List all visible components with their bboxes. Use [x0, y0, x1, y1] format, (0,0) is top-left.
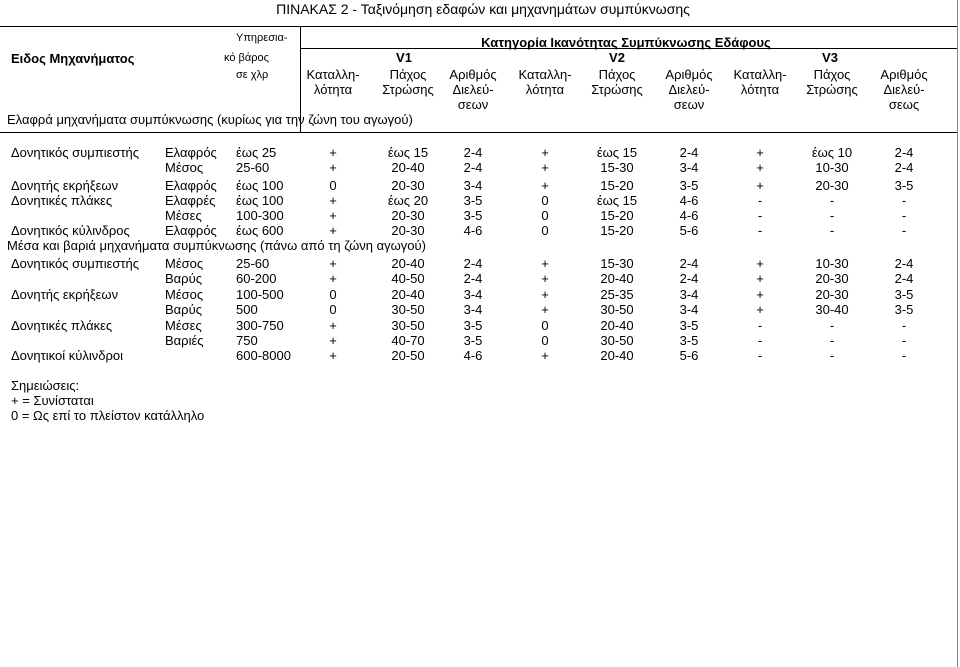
value-cell: 2-4	[463, 256, 483, 271]
subheader-label: Στρώσης	[382, 82, 434, 97]
value-cell: 20-30	[815, 287, 849, 302]
weight-cell: 25-60	[236, 160, 270, 175]
header-weight-2: κό βάρος	[224, 52, 269, 64]
value-cell: 40-70	[391, 333, 425, 348]
value-cell: 0	[329, 302, 337, 317]
machine-name-cell: Δονητικός κύλινδρος	[11, 223, 130, 238]
value-cell: +	[329, 318, 337, 333]
subheader-label: Διελεύ-	[452, 82, 494, 97]
value-cell: -	[901, 348, 907, 363]
value-cell: 30-40	[815, 302, 849, 317]
value-cell: 10-30	[815, 256, 849, 271]
header-group-v3: V3	[822, 50, 838, 65]
value-cell: 20-40	[391, 160, 425, 175]
value-cell: 20-40	[391, 287, 425, 302]
header-category: Κατηγορία Ικανότητας Συμπύκνωσης Εδάφους	[481, 35, 771, 50]
weight-cell: έως 100	[236, 193, 284, 208]
section-light-machines: Ελαφρά μηχανήματα συμπύκνωσης (κυρίως για την ζώνη του αγωγού)	[7, 112, 413, 127]
value-cell: 0	[329, 287, 337, 302]
value-cell: 20-50	[391, 348, 425, 363]
machine-class-cell: Μέσος	[165, 256, 204, 271]
machine-name-cell: Δονητικός συμπιεστής	[11, 145, 140, 160]
right-edge	[957, 0, 958, 667]
subheader-label: Αριθμός	[665, 67, 713, 82]
machine-class-cell: Βαρύς	[165, 271, 202, 286]
notes-title: Σημειώσεις:	[11, 378, 80, 393]
value-cell: -	[829, 318, 835, 333]
value-cell: 15-30	[600, 160, 634, 175]
weight-cell: 500	[236, 302, 258, 317]
weight-cell: 750	[236, 333, 258, 348]
value-cell: έως 15	[387, 145, 429, 160]
value-cell: 4-6	[679, 193, 699, 208]
value-cell: +	[541, 256, 549, 271]
value-cell: -	[829, 208, 835, 223]
rule-header-bottom	[0, 132, 957, 133]
machine-name-cell: Δονητής εκρήξεων	[11, 287, 119, 302]
value-cell: +	[329, 271, 337, 286]
subheader-label: Αριθμός	[880, 67, 928, 82]
value-cell: 2-4	[679, 256, 699, 271]
subheader-label: σεων	[457, 97, 489, 112]
section-heavy-machines: Μέσα και βαριά μηχανήματα συμπύκνωσης (πάνω από τη ζώνη αγωγού)	[7, 238, 426, 253]
weight-cell: 600-8000	[236, 348, 291, 363]
value-cell: 4-6	[463, 223, 483, 238]
value-cell: 20-40	[391, 256, 425, 271]
value-cell: 3-4	[463, 178, 483, 193]
value-cell: -	[757, 223, 763, 238]
machine-class-cell: Βαριές	[165, 333, 204, 348]
value-cell: 3-5	[463, 333, 483, 348]
value-cell: +	[756, 271, 764, 286]
machine-class-cell: Μέσες	[165, 208, 202, 223]
value-cell: 3-4	[463, 302, 483, 317]
value-cell: 3-5	[463, 318, 483, 333]
value-cell: 20-40	[600, 318, 634, 333]
value-cell: +	[329, 193, 337, 208]
value-cell: +	[541, 287, 549, 302]
value-cell: 0	[541, 333, 549, 348]
value-cell: 15-20	[600, 208, 634, 223]
value-cell: -	[757, 208, 763, 223]
value-cell: έως 15	[596, 145, 638, 160]
header-weight-1: Υπηρεσια-	[236, 32, 288, 44]
value-cell: 15-20	[600, 178, 634, 193]
weight-cell: έως 100	[236, 178, 284, 193]
value-cell: έως 20	[387, 193, 429, 208]
value-cell: 20-30	[815, 271, 849, 286]
machine-name-cell: Δονητικές πλάκες	[11, 193, 113, 208]
header-group-v2: V2	[609, 50, 625, 65]
value-cell: 4-6	[463, 348, 483, 363]
rule-top	[0, 26, 957, 27]
value-cell: 20-40	[600, 348, 634, 363]
header-weight-3: σε χλρ	[236, 69, 269, 81]
value-cell: 3-5	[463, 193, 483, 208]
subheader-label: Αριθμός	[449, 67, 497, 82]
value-cell: 20-30	[391, 178, 425, 193]
value-cell: 3-4	[463, 287, 483, 302]
value-cell: 0	[541, 193, 549, 208]
value-cell: έως 10	[811, 145, 853, 160]
value-cell: 2-4	[679, 271, 699, 286]
value-cell: 30-50	[600, 333, 634, 348]
value-cell: -	[757, 333, 763, 348]
machine-name-cell: Δονητικός συμπιεστής	[11, 256, 140, 271]
value-cell: +	[329, 145, 337, 160]
page-title: ΠΙΝΑΚΑΣ 2 - Ταξινόμηση εδαφών και μηχανημάτων συμπύκνωσης	[276, 1, 690, 17]
value-cell: +	[756, 287, 764, 302]
value-cell: +	[541, 348, 549, 363]
value-cell: 30-50	[391, 302, 425, 317]
subheader-label: λότητα	[740, 82, 780, 97]
subheader-label: λότητα	[313, 82, 353, 97]
value-cell: +	[329, 223, 337, 238]
value-cell: 0	[329, 178, 337, 193]
value-cell: -	[829, 348, 835, 363]
value-cell: 3-4	[679, 160, 699, 175]
subheader-label: Καταλλη-	[518, 67, 572, 82]
value-cell: +	[541, 160, 549, 175]
value-cell: -	[829, 193, 835, 208]
value-cell: 2-4	[463, 145, 483, 160]
value-cell: 10-30	[815, 160, 849, 175]
machine-class-cell: Μέσος	[165, 160, 204, 175]
value-cell: +	[329, 348, 337, 363]
value-cell: -	[757, 348, 763, 363]
value-cell: 2-4	[463, 160, 483, 175]
value-cell: +	[756, 145, 764, 160]
subheader-label: Πάχος	[813, 67, 851, 82]
value-cell: +	[329, 160, 337, 175]
value-cell: 20-30	[815, 178, 849, 193]
subheader-label: σεων	[673, 97, 705, 112]
value-cell: 30-50	[391, 318, 425, 333]
subheader-label: Στρώσης	[591, 82, 643, 97]
value-cell: 3-4	[679, 302, 699, 317]
weight-cell: 100-300	[236, 208, 284, 223]
value-cell: +	[329, 333, 337, 348]
machine-name-cell: Δονητικές πλάκες	[11, 318, 113, 333]
machine-class-cell: Μέσες	[165, 318, 202, 333]
value-cell: +	[756, 178, 764, 193]
value-cell: 0	[541, 318, 549, 333]
value-cell: 20-40	[600, 271, 634, 286]
value-cell: 0	[541, 208, 549, 223]
machine-class-cell: Ελαφρός	[165, 178, 217, 193]
value-cell: 5-6	[679, 348, 699, 363]
subheader-label: Διελεύ-	[883, 82, 925, 97]
value-cell: -	[757, 193, 763, 208]
value-cell: -	[901, 333, 907, 348]
value-cell: 4-6	[679, 208, 699, 223]
weight-cell: 300-750	[236, 318, 284, 333]
value-cell: 3-5	[894, 287, 914, 302]
value-cell: 3-5	[679, 178, 699, 193]
value-cell: 2-4	[894, 145, 914, 160]
machine-name-cell: Δονητής εκρήξεων	[11, 178, 119, 193]
value-cell: 2-4	[894, 160, 914, 175]
value-cell: +	[756, 302, 764, 317]
value-cell: έως 15	[596, 193, 638, 208]
weight-cell: 25-60	[236, 256, 270, 271]
header-group-v1: V1	[396, 50, 412, 65]
value-cell: 15-30	[600, 256, 634, 271]
header-machine-type: Ειδος Μηχανήματος	[11, 51, 135, 66]
weight-cell: 60-200	[236, 271, 277, 286]
note-item: 0 = Ως επί το πλείστον κατάλληλο	[11, 408, 205, 423]
subheader-label: Πάχος	[389, 67, 427, 82]
weight-cell: έως 25	[236, 145, 277, 160]
machine-class-cell: Ελαφρός	[165, 223, 217, 238]
value-cell: 3-5	[894, 178, 914, 193]
value-cell: 40-50	[391, 271, 425, 286]
value-cell: -	[901, 223, 907, 238]
machine-class-cell: Ελαφρές	[165, 193, 216, 208]
value-cell: 2-4	[894, 256, 914, 271]
value-cell: -	[901, 208, 907, 223]
value-cell: 3-5	[463, 208, 483, 223]
value-cell: 20-30	[391, 223, 425, 238]
value-cell: 3-5	[679, 318, 699, 333]
value-cell: +	[329, 208, 337, 223]
value-cell: 0	[541, 223, 549, 238]
value-cell: 2-4	[894, 271, 914, 286]
value-cell: +	[541, 302, 549, 317]
value-cell: -	[901, 193, 907, 208]
weight-cell: έως 600	[236, 223, 284, 238]
value-cell: 25-35	[600, 287, 634, 302]
value-cell: +	[541, 178, 549, 193]
value-cell: 3-5	[679, 333, 699, 348]
note-item: + = Συνίσταται	[11, 393, 94, 408]
value-cell: 15-20	[600, 223, 634, 238]
machine-name-cell: Δονητικοί κύλινδροι	[11, 348, 123, 363]
value-cell: -	[829, 223, 835, 238]
value-cell: 2-4	[679, 145, 699, 160]
machine-class-cell: Βαρύς	[165, 302, 202, 317]
value-cell: -	[757, 318, 763, 333]
value-cell: +	[541, 271, 549, 286]
value-cell: -	[829, 333, 835, 348]
value-cell: +	[329, 256, 337, 271]
subheader-label: λότητα	[525, 82, 565, 97]
weight-cell: 100-500	[236, 287, 284, 302]
machine-class-cell: Μέσος	[165, 287, 204, 302]
value-cell: 5-6	[679, 223, 699, 238]
value-cell: 2-4	[463, 271, 483, 286]
subheader-label: σεως	[888, 97, 920, 112]
value-cell: +	[756, 256, 764, 271]
subheader-label: Καταλλη-	[306, 67, 360, 82]
subheader-label: Στρώσης	[806, 82, 858, 97]
value-cell: 30-50	[600, 302, 634, 317]
value-cell: +	[541, 145, 549, 160]
value-cell: -	[901, 318, 907, 333]
value-cell: +	[756, 160, 764, 175]
subheader-label: Διελεύ-	[668, 82, 710, 97]
machine-class-cell: Ελαφρός	[165, 145, 217, 160]
value-cell: 20-30	[391, 208, 425, 223]
subheader-label: Πάχος	[598, 67, 636, 82]
subheader-label: Καταλλη-	[733, 67, 787, 82]
value-cell: 3-5	[894, 302, 914, 317]
value-cell: 3-4	[679, 287, 699, 302]
